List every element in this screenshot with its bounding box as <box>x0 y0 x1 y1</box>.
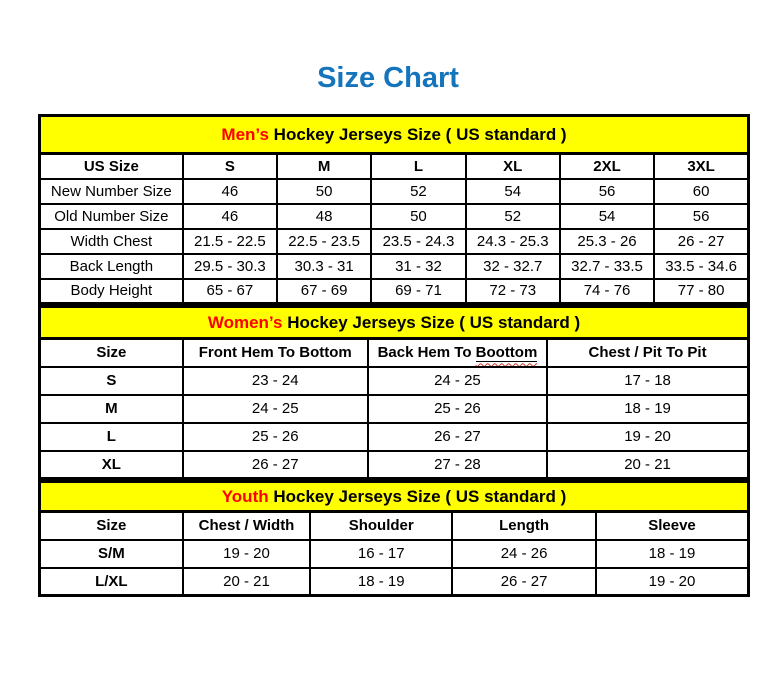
row-label: New Number Size <box>40 179 183 204</box>
value-cell: 29.5 - 30.3 <box>183 254 277 279</box>
value-cell: 60 <box>654 179 748 204</box>
womens-table-row <box>40 395 749 423</box>
value-cell: 33.5 - 34.6 <box>654 254 748 279</box>
section-heading-text: Hockey Jerseys Size ( US standard ) <box>268 486 567 506</box>
section-heading-text: Hockey Jerseys Size ( US standard ) <box>282 312 581 332</box>
youth-section-heading-row <box>40 482 749 512</box>
spellcheck-squiggle <box>476 344 538 362</box>
column-header: US Size <box>40 154 183 179</box>
value-cell: 54 <box>466 179 560 204</box>
value-cell: 25.3 - 26 <box>560 229 654 254</box>
value-cell: 48 <box>277 204 371 229</box>
value-cell: 17 - 18 <box>547 367 748 395</box>
row-label: L <box>40 423 183 451</box>
value-cell: 24 - 25 <box>368 367 547 395</box>
size-chart-tables <box>38 114 750 597</box>
value-cell: 26 - 27 <box>654 229 748 254</box>
value-cell: 18 - 19 <box>596 540 748 568</box>
section-heading-text: Hockey Jerseys Size ( US standard ) <box>268 124 567 144</box>
column-header: Size <box>40 512 183 540</box>
youth-header-row <box>40 512 749 540</box>
column-header: Size <box>40 339 183 367</box>
column-header: Sleeve <box>596 512 748 540</box>
value-cell: 18 - 19 <box>547 395 748 423</box>
column-header: M <box>277 154 371 179</box>
womens-table-row <box>40 367 749 395</box>
value-cell: 74 - 76 <box>560 279 654 304</box>
column-header: 3XL <box>654 154 748 179</box>
value-cell: 30.3 - 31 <box>277 254 371 279</box>
value-cell: 16 - 17 <box>310 540 452 568</box>
value-cell: 56 <box>654 204 748 229</box>
row-label: S/M <box>40 540 183 568</box>
value-cell: 56 <box>560 179 654 204</box>
section-heading-accent: Men’s <box>221 124 269 144</box>
section-heading-accent: Youth <box>221 486 269 506</box>
value-cell: 23 - 24 <box>183 367 368 395</box>
mens-size-table <box>38 114 750 305</box>
page-title: Size Chart <box>317 62 459 94</box>
value-cell: 21.5 - 22.5 <box>183 229 277 254</box>
column-header: Front Hem To Bottom <box>183 339 368 367</box>
mens-header-row <box>40 154 749 179</box>
value-cell: 26 - 27 <box>452 568 596 596</box>
youth-size-table <box>38 480 750 597</box>
row-label: Old Number Size <box>40 204 183 229</box>
mens-table-row <box>40 179 749 204</box>
womens-section-heading <box>40 307 749 339</box>
column-header: Back Hem To Boottom <box>368 339 547 367</box>
column-header: 2XL <box>560 154 654 179</box>
value-cell: 20 - 21 <box>547 451 748 479</box>
value-cell: 32 - 32.7 <box>466 254 560 279</box>
section-heading-accent: Women’s <box>207 312 283 332</box>
value-cell: 19 - 20 <box>596 568 748 596</box>
value-cell: 52 <box>466 204 560 229</box>
mens-section-heading-row <box>40 116 749 154</box>
value-cell: 27 - 28 <box>368 451 547 479</box>
row-label: L/XL <box>40 568 183 596</box>
value-cell: 22.5 - 23.5 <box>277 229 371 254</box>
value-cell: 32.7 - 33.5 <box>560 254 654 279</box>
column-header: S <box>183 154 277 179</box>
value-cell: 20 - 21 <box>183 568 311 596</box>
mens-table-row <box>40 229 749 254</box>
row-label: XL <box>40 451 183 479</box>
value-cell: 54 <box>560 204 654 229</box>
value-cell: 50 <box>277 179 371 204</box>
womens-table-row <box>40 451 749 479</box>
mens-table-row <box>40 279 749 304</box>
mens-section-heading <box>40 116 749 154</box>
value-cell: 67 - 69 <box>277 279 371 304</box>
value-cell: 72 - 73 <box>466 279 560 304</box>
value-cell: 23.5 - 24.3 <box>371 229 465 254</box>
youth-table-row <box>40 540 749 568</box>
mens-table-row <box>40 204 749 229</box>
column-header: Shoulder <box>310 512 452 540</box>
youth-section-heading <box>40 482 749 512</box>
value-cell: 24 - 25 <box>183 395 368 423</box>
value-cell: 65 - 67 <box>183 279 277 304</box>
value-cell: 52 <box>371 179 465 204</box>
value-cell: 18 - 19 <box>310 568 452 596</box>
value-cell: 69 - 71 <box>371 279 465 304</box>
value-cell: 26 - 27 <box>368 423 547 451</box>
value-cell: 31 - 32 <box>371 254 465 279</box>
value-cell: 77 - 80 <box>654 279 748 304</box>
value-cell: 26 - 27 <box>183 451 368 479</box>
value-cell: 19 - 20 <box>547 423 748 451</box>
value-cell: 25 - 26 <box>368 395 547 423</box>
womens-size-table <box>38 305 750 480</box>
row-label: Body Height <box>40 279 183 304</box>
youth-table-row <box>40 568 749 596</box>
misspelled-word: Boottom <box>475 344 538 362</box>
column-header: L <box>371 154 465 179</box>
row-label: Back Length <box>40 254 183 279</box>
column-header: Chest / Width <box>183 512 311 540</box>
row-label: S <box>40 367 183 395</box>
row-label: M <box>40 395 183 423</box>
mens-table-row <box>40 254 749 279</box>
value-cell: 24.3 - 25.3 <box>466 229 560 254</box>
column-header: XL <box>466 154 560 179</box>
value-cell: 46 <box>183 179 277 204</box>
column-header: Chest / Pit To Pit <box>547 339 748 367</box>
value-cell: 24 - 26 <box>452 540 596 568</box>
column-header: Length <box>452 512 596 540</box>
row-label: Width Chest <box>40 229 183 254</box>
value-cell: 25 - 26 <box>183 423 368 451</box>
womens-table-row <box>40 423 749 451</box>
value-cell: 19 - 20 <box>183 540 311 568</box>
womens-header-row <box>40 339 749 367</box>
womens-section-heading-row <box>40 307 749 339</box>
value-cell: 50 <box>371 204 465 229</box>
value-cell: 46 <box>183 204 277 229</box>
